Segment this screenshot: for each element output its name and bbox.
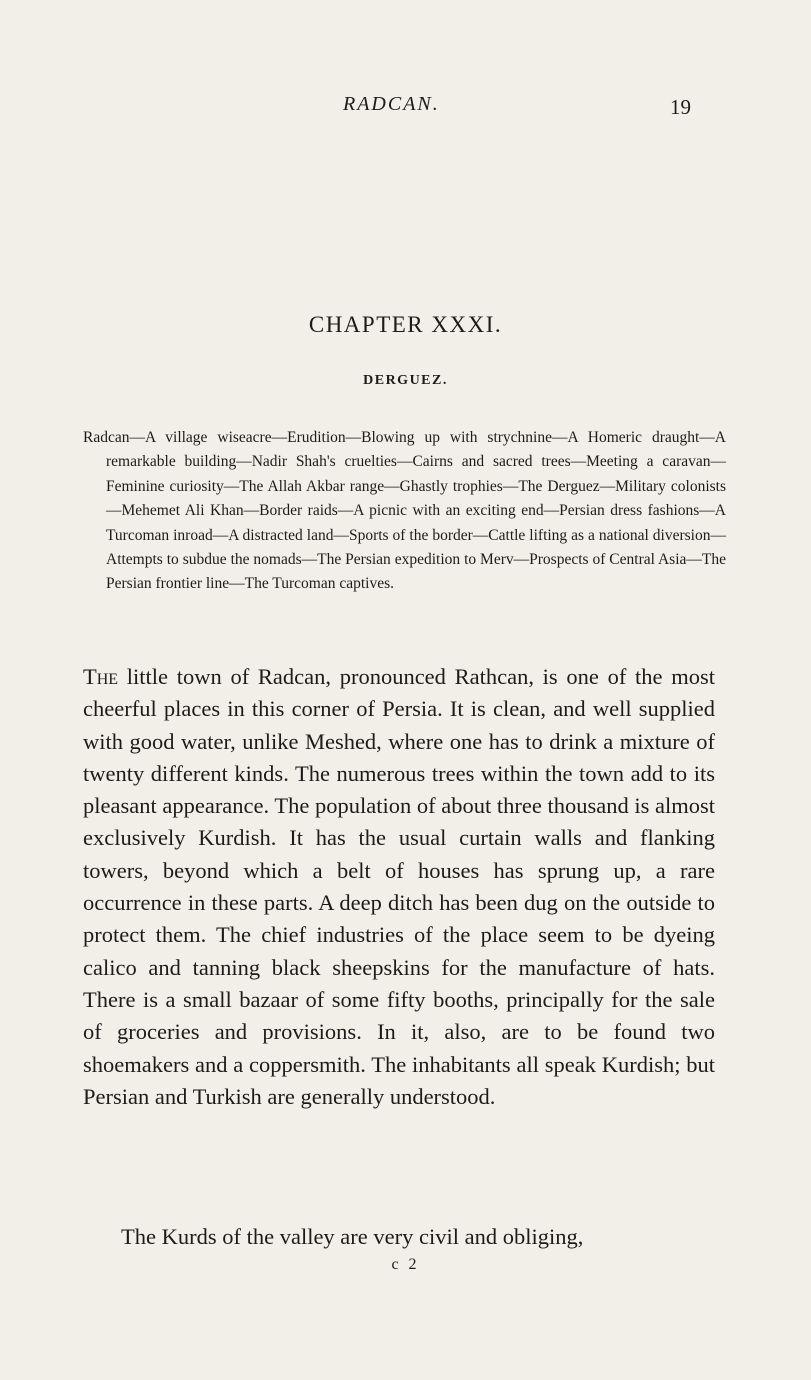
chapter-synopsis-text: Radcan—A village wiseacre—Erudition—Blowing up with strychnine—A Homeric draught—A remarkable building—Nadir Shah's cruelties—Cairns and sacred trees—Meeting a caravan—Feminine curiosity—The Allah Akbar range—Ghastly trophies—The Derguez—Military colonists—Mehemet Ali Khan—Border raids—A picnic with an exciting end—Persian dress fashions—A Turcoman inroad—A distracted land—Sports of the border—Cattle lifting as a national diversion—Attempts to subdue the nomads—The Persian expedition to Merv—Prospects of Central Asia—The Persian frontier line—The Turcoman captives. [83,429,726,593]
paragraph-1-text: little town of Radcan, pronounced Rathcan, is one of the most cheerful places in this corner of Persia. It is clean, and well supplied with good water, unlike Meshed, where one has to drink a mixture of twenty different kinds. The numerous trees within the town add to its pleasant appearance. The population of about three thousand is almost exclusively Kurdish. It has the usual curtain walls and flanking towers, beyond which a belt of houses has sprung up, a rare occurrence in these parts. A deep ditch has been dug on the outside to protect them. The chief industries of the place seem to be dyeing calico and tanning black sheepskins for the manufacture of hats. There is a small bazaar of some fifty booths, principally for the sale of groceries and provisions. In it, also, are to be found two shoemakers and a coppersmith. The inhabitants all speak Kurdish; but Persian and Turkish are generally understood. [83,664,715,1109]
running-title: RADCAN. [343,93,440,115]
paragraph-lead-word: The [83,664,119,689]
chapter-subtitle: DERGUEZ. [363,373,448,388]
body-paragraph-1 [83,661,715,1113]
chapter-title: CHAPTER XXXI. [308,312,503,337]
page-number: 19 [670,95,691,119]
signature-mark: c 2 [391,1256,420,1273]
chapter-synopsis [83,426,726,597]
body-paragraph-2: The Kurds of the valley are very civil and obliging, [121,1224,584,1249]
running-head [0,93,811,123]
